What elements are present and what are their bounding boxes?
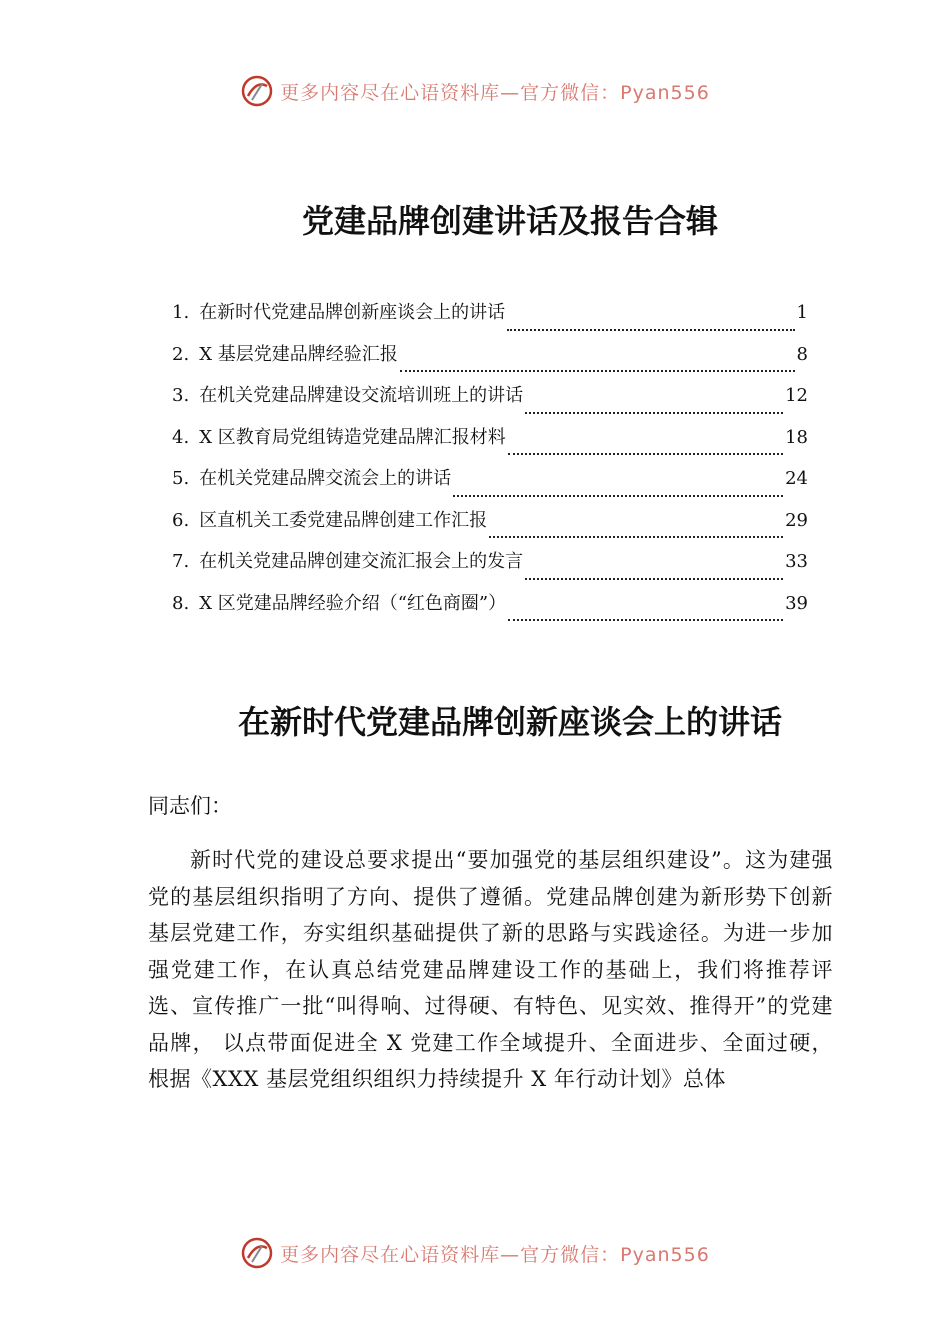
toc-item-number: 5. (172, 468, 190, 489)
toc-item-page: 8 (796, 343, 808, 365)
toc-item[interactable] (172, 340, 808, 382)
toc-item-number: 3. (172, 385, 190, 406)
toc-item[interactable] (172, 298, 808, 340)
toc-item-page: 39 (785, 592, 808, 614)
watermark-text: 更多内容尽在心语资料库—官方微信：Pyan556 (280, 81, 710, 104)
toc-leader-dots (525, 578, 783, 580)
toc-item[interactable] (172, 423, 808, 465)
toc-leader-dots (400, 370, 795, 372)
toc-item[interactable] (172, 464, 808, 506)
watermark-text: 更多内容尽在心语资料库—官方微信：Pyan556 (280, 1243, 710, 1266)
toc-item-page: 18 (785, 426, 808, 448)
speech-title: 在新时代党建品牌创新座谈会上的讲话 (237, 703, 782, 741)
toc-item-label: X 区党建品牌经验介绍（“红色商圈”） (199, 592, 507, 614)
toc-item-label: 在机关党建品牌创建交流汇报会上的发言 (199, 551, 524, 572)
toc-item-number: 6. (172, 509, 190, 531)
toc-leader-dots (453, 495, 783, 497)
toc-item-page: 12 (785, 385, 808, 406)
toc-item-label: X 区教育局党组铸造党建品牌汇报材料 (199, 426, 506, 448)
logo-icon (240, 74, 274, 108)
toc-item-number: 1. (172, 302, 190, 323)
toc-item[interactable] (172, 589, 808, 631)
toc-item[interactable] (172, 547, 808, 589)
toc-item-label: 在机关党建品牌交流会上的讲话 (199, 468, 452, 489)
toc-item[interactable] (172, 506, 808, 548)
speech-greeting: 同志们： (148, 794, 232, 818)
toc-item-number: 4. (172, 426, 190, 448)
table-of-contents (172, 298, 808, 630)
toc-leader-dots (508, 453, 783, 455)
toc-leader-dots (508, 619, 783, 621)
toc-leader-dots (525, 412, 783, 414)
toc-leader-dots (489, 536, 783, 538)
watermark-header (0, 74, 950, 108)
toc-item-label: 在新时代党建品牌创新座谈会上的讲话 (199, 302, 506, 323)
toc-item-number: 8. (172, 592, 190, 614)
toc-leader-dots (507, 329, 794, 331)
toc-item-page: 1 (796, 302, 808, 323)
toc-item-number: 7. (172, 551, 190, 572)
toc-item-page: 33 (785, 551, 808, 572)
toc-item-page: 24 (785, 468, 808, 489)
speech-paragraph: 新时代党的建设总要求提出“要加强党的基层组织建设”。这为建强党的基层组织指明了方向、提供了遵循。党建品牌创建为新形势下创新基层党建工作，夯实组织基础提供了新的思路与实践途径。为进一步加强党建工作，在认真总结党建品牌建设工作的基础上，我们将推荐评选、宣传推广一批“叫得响、过得硬、有特色、见实效、推得开”的党建品牌， 以点带面促进全 X 党建工作全域提升、全面进步、全面过硬， 根据《XXX 基层党组织组织力持续提升 X 年行动计划》总体 (148, 848, 833, 1091)
toc-item-label: 区直机关工委党建品牌创建工作汇报 (199, 509, 488, 531)
toc-item-number: 2. (172, 343, 190, 365)
toc-item-label: 在机关党建品牌建设交流培训班上的讲话 (199, 385, 524, 406)
logo-icon (240, 1236, 274, 1270)
document-title: 党建品牌创建讲话及报告合辑 (301, 202, 718, 240)
watermark-footer (0, 1236, 950, 1270)
toc-item-label: X 基层党建品牌经验汇报 (199, 343, 398, 365)
toc-item-page: 29 (785, 509, 808, 531)
toc-item[interactable] (172, 381, 808, 423)
